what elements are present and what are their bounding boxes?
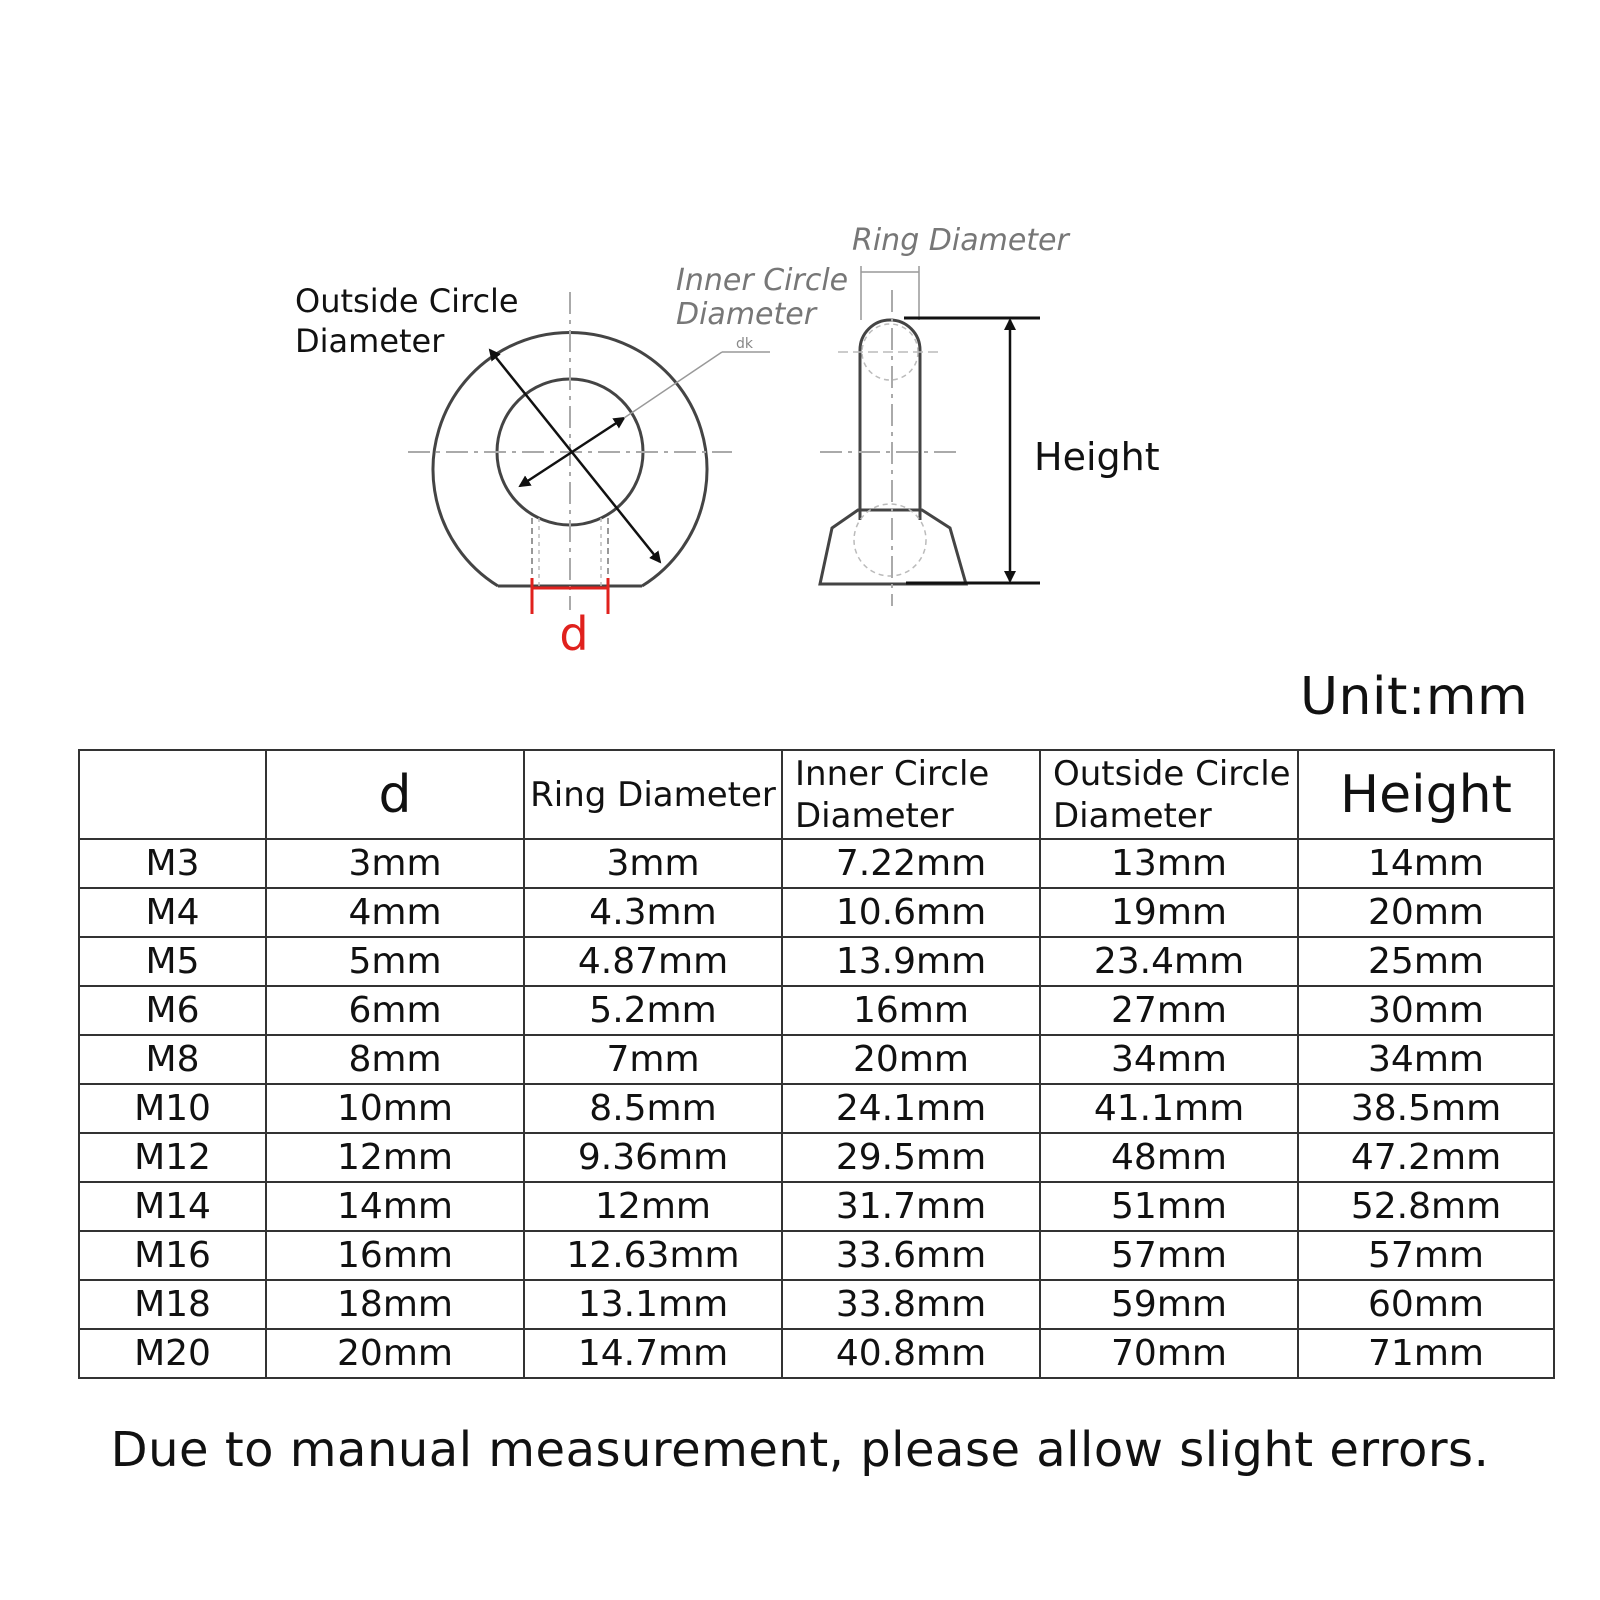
spec-table [78,749,1555,1379]
height-label: Height [1034,435,1160,479]
cell-height: 60mm [1298,1280,1554,1329]
cell-inner-circle-diameter: 33.8mm [782,1280,1040,1329]
cell-size: M12 [79,1133,266,1182]
cell-ring-diameter: 5.2mm [524,986,782,1035]
cell-ring-diameter: 7mm [524,1035,782,1084]
table-header-row [79,750,1554,839]
cell-inner-circle-diameter: 31.7mm [782,1182,1040,1231]
front-view [295,263,848,661]
cell-outside-circle-diameter: 34mm [1040,1035,1298,1084]
cell-size: M18 [79,1280,266,1329]
cell-ring-diameter: 12mm [524,1182,782,1231]
outside-circle-label-line2: Diameter [295,322,445,360]
cell-size: M14 [79,1182,266,1231]
cell-size: M16 [79,1231,266,1280]
cell-ring-diameter: 4.87mm [524,937,782,986]
table-row [79,888,1554,937]
header-ring-diameter: Ring Diameter [524,750,782,839]
cell-d: 3mm [266,839,524,888]
header-size [79,750,266,839]
cell-outside-circle-diameter: 19mm [1040,888,1298,937]
cell-outside-circle-diameter: 70mm [1040,1329,1298,1378]
cell-height: 38.5mm [1298,1084,1554,1133]
table-row [79,1133,1554,1182]
cell-d: 8mm [266,1035,524,1084]
measurement-note: Due to manual measurement, please allow slight errors. [110,1422,1490,1478]
inner-circle-label-line2: Diameter [676,297,817,332]
cell-d: 10mm [266,1084,524,1133]
dk-label: dk [736,336,753,352]
header-d: d [266,750,524,839]
table-row [79,1231,1554,1280]
cell-d: 4mm [266,888,524,937]
cell-ring-diameter: 3mm [524,839,782,888]
side-ring-outline [860,320,920,520]
cell-ring-diameter: 13.1mm [524,1280,782,1329]
cell-size: M5 [79,937,266,986]
cell-ring-diameter: 12.63mm [524,1231,782,1280]
side-view [820,223,1160,606]
cell-inner-circle-diameter: 33.6mm [782,1231,1040,1280]
inner-circle-label-line1: Inner Circle [676,263,849,298]
cell-inner-circle-diameter: 13.9mm [782,937,1040,986]
ring-diameter-label: Ring Diameter [852,223,1069,258]
outside-circle-label-line1: Outside Circle [295,282,519,320]
eye-nut-diagram [0,0,1600,680]
cell-outside-circle-diameter: 57mm [1040,1231,1298,1280]
table-row [79,839,1554,888]
cell-inner-circle-diameter: 20mm [782,1035,1040,1084]
cell-height: 71mm [1298,1329,1554,1378]
cell-size: M4 [79,888,266,937]
cell-height: 30mm [1298,986,1554,1035]
cell-inner-circle-diameter: 10.6mm [782,888,1040,937]
cell-height: 57mm [1298,1231,1554,1280]
table-row [79,1084,1554,1133]
cell-outside-circle-diameter: 27mm [1040,986,1298,1035]
cell-inner-circle-diameter: 29.5mm [782,1133,1040,1182]
cell-inner-circle-diameter: 40.8mm [782,1329,1040,1378]
cell-outside-circle-diameter: 51mm [1040,1182,1298,1231]
cell-size: M10 [79,1084,266,1133]
cell-inner-circle-diameter: 7.22mm [782,839,1040,888]
cell-d: 18mm [266,1280,524,1329]
unit-label: Unit:mm [1300,667,1529,727]
table-row [79,1182,1554,1231]
cell-height: 52.8mm [1298,1182,1554,1231]
cell-ring-diameter: 9.36mm [524,1133,782,1182]
cell-ring-diameter: 14.7mm [524,1329,782,1378]
cell-inner-circle-diameter: 16mm [782,986,1040,1035]
cell-height: 20mm [1298,888,1554,937]
cell-height: 47.2mm [1298,1133,1554,1182]
cell-size: M6 [79,986,266,1035]
cell-outside-circle-diameter: 48mm [1040,1133,1298,1182]
header-inner-circle-diameter: Inner Circle Diameter [782,750,1040,839]
cell-height: 14mm [1298,839,1554,888]
cell-height: 25mm [1298,937,1554,986]
cell-outside-circle-diameter: 59mm [1040,1280,1298,1329]
table-row [79,1280,1554,1329]
cell-size: M8 [79,1035,266,1084]
table-row [79,1035,1554,1084]
outside-diameter-arrow [490,350,660,562]
cell-height: 34mm [1298,1035,1554,1084]
table-row [79,1329,1554,1378]
cell-d: 6mm [266,986,524,1035]
cell-outside-circle-diameter: 41.1mm [1040,1084,1298,1133]
cell-inner-circle-diameter: 24.1mm [782,1084,1040,1133]
cell-d: 20mm [266,1329,524,1378]
cell-ring-diameter: 8.5mm [524,1084,782,1133]
cell-ring-diameter: 4.3mm [524,888,782,937]
table-row [79,937,1554,986]
cell-size: M3 [79,839,266,888]
table-row [79,986,1554,1035]
cell-d: 16mm [266,1231,524,1280]
d-label: d [559,607,589,661]
cell-outside-circle-diameter: 23.4mm [1040,937,1298,986]
cell-size: M20 [79,1329,266,1378]
cell-outside-circle-diameter: 13mm [1040,839,1298,888]
header-outside-circle-diameter: Outside Circle Diameter [1040,750,1298,839]
header-height: Height [1298,750,1554,839]
cell-d: 5mm [266,937,524,986]
cell-d: 14mm [266,1182,524,1231]
cell-d: 12mm [266,1133,524,1182]
